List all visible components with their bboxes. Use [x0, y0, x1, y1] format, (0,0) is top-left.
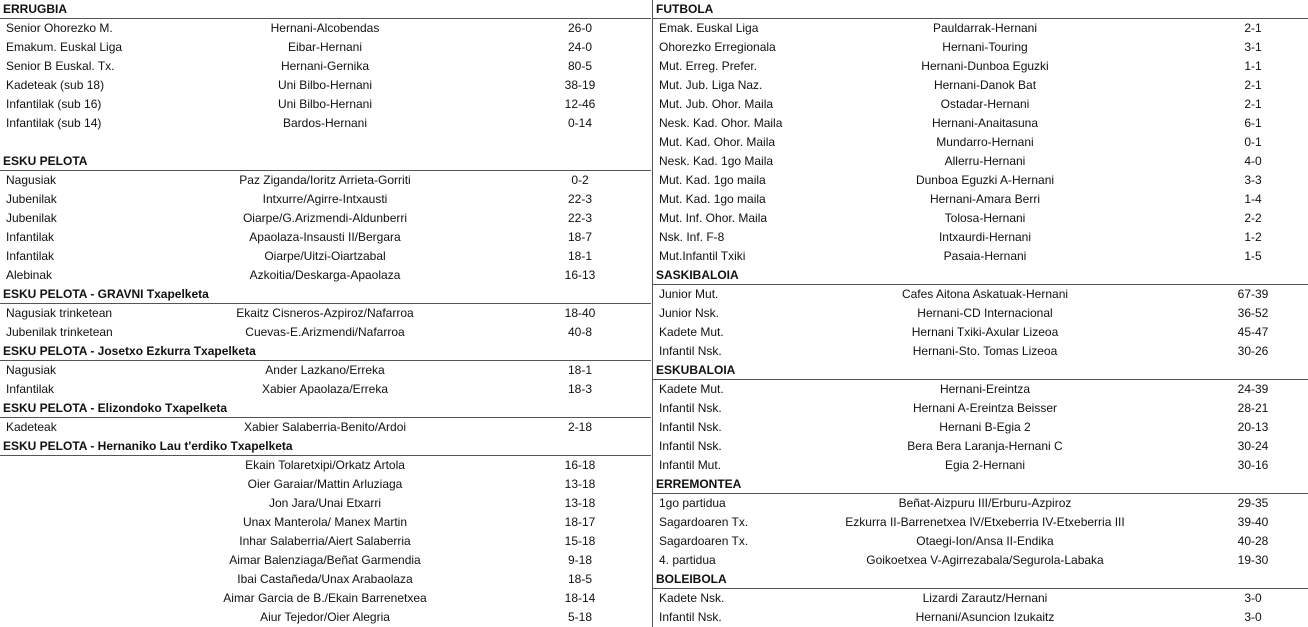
score-label: 18-1: [567, 363, 593, 377]
match-label: Otaegi-Ion/Ansa II-Endika: [916, 534, 1054, 548]
result-row: [653, 228, 1308, 247]
category-label: Infantil Nsk.: [659, 401, 722, 415]
score-label: 39-40: [1237, 515, 1269, 529]
score-label: 22-3: [567, 192, 593, 206]
result-row: [653, 551, 1308, 570]
match-label: Paz Ziganda/Ioritz Arrieta-Gorriti: [239, 173, 411, 187]
match-label: Hernani B-Egia 2: [939, 420, 1031, 434]
match-label: Cuevas-E.Arizmendi/Nafarroa: [245, 325, 405, 339]
score-label: 1-5: [1244, 249, 1262, 263]
score-label: 3-3: [1244, 173, 1262, 187]
category-label: Mut. Kad. 1go maila: [659, 173, 766, 187]
result-row: [0, 57, 651, 76]
category-label: Nesk. Kad. 1go Maila: [659, 154, 774, 168]
match-label: Bera Bera Laranja-Hernani C: [907, 439, 1063, 453]
section-header-esku-pelota-elizondoko-txapelketa: ESKU PELOTA - Elizondoko Txapelketa: [0, 399, 651, 418]
match-label: Eibar-Hernani: [287, 40, 363, 54]
result-row: [653, 418, 1308, 437]
match-label: Bardos-Hernani: [282, 116, 368, 130]
match-label: Jon Jara/Unai Etxarri: [268, 496, 382, 510]
score-label: 3-1: [1244, 40, 1262, 54]
category-label: Nsk. Inf. F-8: [659, 230, 725, 244]
score-label: 15-18: [564, 534, 596, 548]
match-label: Hernani A-Ereintza Beisser: [912, 401, 1058, 415]
category-label: Kadete Nsk.: [659, 591, 725, 605]
score-label: 2-1: [1244, 21, 1262, 35]
category-label: Sagardoaren Tx.: [659, 534, 749, 548]
result-row: [0, 190, 651, 209]
category-label: Infantil Mut.: [659, 458, 722, 472]
category-label: Mut. Kad. Ohor. Maila: [659, 135, 776, 149]
result-row: [653, 95, 1308, 114]
category-label: 4. partidua: [659, 553, 716, 567]
result-row: [653, 19, 1308, 38]
category-label: Junior Mut.: [659, 287, 719, 301]
results-column-left: [0, 0, 651, 627]
category-label: Infantil Nsk.: [659, 610, 722, 624]
section-header-esku-pelota: ESKU PELOTA: [0, 152, 651, 171]
category-label: Sagardoaren Tx.: [659, 515, 749, 529]
match-label: Uni Bilbo-Hernani: [277, 97, 373, 111]
score-label: 13-18: [564, 496, 596, 510]
score-label: 1-1: [1244, 59, 1262, 73]
match-label: Hernani-Ereintza: [939, 382, 1031, 396]
score-label: 0-2: [571, 173, 589, 187]
score-label: 45-47: [1237, 325, 1269, 339]
category-label: Senior B Euskal. Tx.: [6, 59, 115, 73]
result-row: [0, 171, 651, 190]
section-header-erremontea: ERREMONTEA: [653, 475, 1308, 494]
result-row: [653, 152, 1308, 171]
category-label: Mut. Erreg. Prefer.: [659, 59, 758, 73]
score-label: 18-5: [567, 572, 593, 586]
result-row: [653, 38, 1308, 57]
result-row: [0, 589, 651, 608]
category-label: Infantil Nsk.: [659, 439, 722, 453]
result-row: [653, 247, 1308, 266]
category-label: Emak. Euskal Liga: [659, 21, 759, 35]
match-label: Egia 2-Hernani: [944, 458, 1026, 472]
result-row: [0, 532, 651, 551]
match-label: Azkoitia/Deskarga-Apaolaza: [249, 268, 401, 282]
score-label: 4-0: [1244, 154, 1262, 168]
score-label: 29-35: [1237, 496, 1269, 510]
result-row: [0, 133, 651, 152]
result-row: [653, 190, 1308, 209]
category-label: Jubenilak trinketean: [6, 325, 113, 339]
match-label: Intxurre/Agirre-Intxausti: [262, 192, 388, 206]
result-row: [653, 456, 1308, 475]
result-row: [0, 513, 651, 532]
score-label: 0-14: [567, 116, 593, 130]
category-label: Kadete Mut.: [659, 382, 724, 396]
score-label: 19-30: [1237, 553, 1269, 567]
category-label: Nagusiak: [6, 363, 57, 377]
match-label: Hernani-Gernika: [280, 59, 370, 73]
category-label: Nagusiak: [6, 173, 57, 187]
match-label: Hernani-Amara Berri: [929, 192, 1041, 206]
result-row: [0, 551, 651, 570]
score-label: 16-18: [564, 458, 596, 472]
category-label: Mut. Jub. Liga Naz.: [659, 78, 763, 92]
result-row: [0, 380, 651, 399]
match-label: Xabier Salaberria-Benito/Ardoi: [243, 420, 407, 434]
result-row: [0, 19, 651, 38]
score-label: 30-16: [1237, 458, 1269, 472]
category-label: Mut. Jub. Ohor. Maila: [659, 97, 774, 111]
score-label: 2-18: [567, 420, 593, 434]
match-label: Hernani-Touring: [942, 40, 1028, 54]
score-label: 18-3: [567, 382, 593, 396]
result-row: [653, 342, 1308, 361]
score-label: 20-13: [1237, 420, 1269, 434]
score-label: 2-2: [1244, 211, 1262, 225]
match-label: Hernani-Dunboa Eguzki: [921, 59, 1049, 73]
score-label: 40-28: [1237, 534, 1269, 548]
match-label: Pauldarrak-Hernani: [932, 21, 1038, 35]
result-row: [0, 323, 651, 342]
match-label: Ekain Tolaretxipi/Orkatz Artola: [245, 458, 405, 472]
match-label: Goikoetxea V-Agirrezabala/Segurola-Labaka: [866, 553, 1104, 567]
match-label: Aiur Tejedor/Oier Alegria: [260, 610, 390, 624]
category-label: Infantilak: [6, 249, 55, 263]
category-label: Senior Ohorezko M.: [6, 21, 113, 35]
score-label: 2-1: [1244, 97, 1262, 111]
result-row: [0, 247, 651, 266]
match-label: Hernani/Asuncion Izukaitz: [915, 610, 1055, 624]
category-label: Infantilak (sub 16): [6, 97, 102, 111]
results-column-right: [652, 0, 1308, 627]
section-header-saskibaloia: SASKIBALOIA: [653, 266, 1308, 285]
category-label: Mut. Inf. Ohor. Maila: [659, 211, 768, 225]
category-label: Infantil Nsk.: [659, 420, 722, 434]
section-header-esku-pelota-hernaniko-lau-t-erdiko-txapelketa: ESKU PELOTA - Hernaniko Lau t'erdiko Txapelketa: [0, 437, 651, 456]
score-label: 9-18: [567, 553, 593, 567]
category-label: 1go partidua: [659, 496, 726, 510]
category-label: Mut.Infantil Txiki: [659, 249, 746, 263]
match-label: Unax Manterola/ Manex Martin: [242, 515, 408, 529]
score-label: 1-4: [1244, 192, 1262, 206]
match-label: Inhar Salaberria/Aiert Salaberria: [239, 534, 411, 548]
result-row: [0, 608, 651, 627]
match-label: Tolosa-Hernani: [944, 211, 1026, 225]
result-row: [0, 456, 651, 475]
result-row: [0, 266, 651, 285]
category-label: Mut. Kad. 1go maila: [659, 192, 766, 206]
result-row: [0, 304, 651, 323]
result-row: [653, 323, 1308, 342]
result-row: [0, 361, 651, 380]
match-label: Hernani-Alcobendas: [270, 21, 380, 35]
score-label: 26-0: [567, 21, 593, 35]
result-row: [0, 570, 651, 589]
result-row: [0, 114, 651, 133]
category-label: Kadete Mut.: [659, 325, 724, 339]
score-label: 28-21: [1237, 401, 1269, 415]
result-row: [653, 608, 1308, 627]
match-label: Uni Bilbo-Hernani: [277, 78, 373, 92]
match-label: Aimar Garcia de B./Ekain Barrenetxea: [223, 591, 427, 605]
result-row: [0, 38, 651, 57]
match-label: Hernani-Danok Bat: [933, 78, 1037, 92]
score-label: 80-5: [567, 59, 593, 73]
result-row: [653, 437, 1308, 456]
score-label: 3-0: [1244, 591, 1262, 605]
match-label: Pasaia-Hernani: [943, 249, 1027, 263]
result-row: [653, 532, 1308, 551]
category-label: Junior Nsk.: [659, 306, 720, 320]
match-label: Xabier Apaolaza/Erreka: [261, 382, 389, 396]
category-label: Jubenilak: [6, 192, 57, 206]
score-label: 1-2: [1244, 230, 1262, 244]
result-row: [653, 399, 1308, 418]
match-label: Apaolaza-Insausti II/Bergara: [249, 230, 401, 244]
match-label: Oiarpe/Uitzi-Oiartzabal: [264, 249, 386, 263]
score-label: 38-19: [564, 78, 596, 92]
score-label: 18-1: [567, 249, 593, 263]
result-row: [653, 513, 1308, 532]
score-label: 30-26: [1237, 344, 1269, 358]
score-label: 18-40: [564, 306, 596, 320]
match-label: Intxaurdi-Hernani: [938, 230, 1032, 244]
score-label: 36-52: [1237, 306, 1269, 320]
match-label: Hernani-Anaitasuna: [931, 116, 1039, 130]
category-label: Infantilak: [6, 230, 55, 244]
category-label: Infantil Nsk.: [659, 344, 722, 358]
match-label: Allerru-Hernani: [944, 154, 1026, 168]
category-label: Jubenilak: [6, 211, 57, 225]
section-header-esku-pelota-josetxo-ezkurra-txapelketa: ESKU PELOTA - Josetxo Ezkurra Txapelketa: [0, 342, 651, 361]
section-header-esku-pelota-gravni-txapelketa: ESKU PELOTA - GRAVNI Txapelketa: [0, 285, 651, 304]
score-label: 18-14: [564, 591, 596, 605]
category-label: Infantilak: [6, 382, 55, 396]
score-label: 40-8: [567, 325, 593, 339]
result-row: [653, 114, 1308, 133]
section-header-eskubaloia: ESKUBALOIA: [653, 361, 1308, 380]
category-label: Kadeteak (sub 18): [6, 78, 105, 92]
match-label: Ekaitz Cisneros-Azpiroz/Nafarroa: [236, 306, 414, 320]
score-label: 12-46: [564, 97, 596, 111]
match-label: Oier Garaiar/Mattin Arluziaga: [247, 477, 403, 491]
category-label: Kadeteak: [6, 420, 57, 434]
score-label: 6-1: [1244, 116, 1262, 130]
result-row: [653, 76, 1308, 95]
result-row: [653, 285, 1308, 304]
score-label: 13-18: [564, 477, 596, 491]
score-label: 22-3: [567, 211, 593, 225]
score-label: 18-17: [564, 515, 596, 529]
match-label: Ander Lazkano/Erreka: [265, 363, 385, 377]
match-label: Dunboa Eguzki A-Hernani: [915, 173, 1055, 187]
result-row: [653, 133, 1308, 152]
score-label: 24-0: [567, 40, 593, 54]
match-label: Ibai Castañeda/Unax Arabaolaza: [237, 572, 413, 586]
section-header-boleibola: BOLEIBOLA: [653, 570, 1308, 589]
match-label: Ezkurra II-Barrenetxea IV/Etxeberria IV-Etxeberria III: [845, 515, 1125, 529]
result-row: [653, 57, 1308, 76]
score-label: 2-1: [1244, 78, 1262, 92]
result-row: [653, 209, 1308, 228]
score-label: 5-18: [567, 610, 593, 624]
result-row: [0, 95, 651, 114]
score-label: 3-0: [1244, 610, 1262, 624]
match-label: Aimar Balenziaga/Beñat Garmendia: [229, 553, 421, 567]
match-label: Oiarpe/G.Arizmendi-Aldunberri: [242, 211, 408, 225]
score-label: 18-7: [567, 230, 593, 244]
match-label: Cafes Aitona Askatuak-Hernani: [901, 287, 1069, 301]
score-label: 30-24: [1237, 439, 1269, 453]
match-label: Lizardi Zarautz/Hernani: [922, 591, 1048, 605]
result-row: [0, 228, 651, 247]
result-row: [0, 418, 651, 437]
score-label: 0-1: [1244, 135, 1262, 149]
category-label: Emakum. Euskal Liga: [6, 40, 123, 54]
score-label: 67-39: [1237, 287, 1269, 301]
result-row: [653, 304, 1308, 323]
result-row: [653, 589, 1308, 608]
match-label: Mundarro-Hernani: [936, 135, 1034, 149]
section-header-errugbia: ERRUGBIA: [0, 0, 651, 19]
result-row: [0, 76, 651, 95]
match-label: Ostadar-Hernani: [940, 97, 1030, 111]
category-label: Infantilak (sub 14): [6, 116, 102, 130]
match-label: Beñat-Aizpuru III/Erburu-Azpiroz: [898, 496, 1072, 510]
result-row: [653, 494, 1308, 513]
result-row: [653, 380, 1308, 399]
section-header-futbola: FUTBOLA: [653, 0, 1308, 19]
match-label: Hernani-CD Internacional: [917, 306, 1053, 320]
score-label: 16-13: [564, 268, 596, 282]
result-row: [653, 171, 1308, 190]
match-label: Hernani-Sto. Tomas Lizeoa: [912, 344, 1058, 358]
category-label: Nesk. Kad. Ohor. Maila: [659, 116, 783, 130]
result-row: [0, 209, 651, 228]
result-row: [0, 475, 651, 494]
category-label: Alebinak: [6, 268, 53, 282]
score-label: 24-39: [1237, 382, 1269, 396]
category-label: Nagusiak trinketean: [6, 306, 113, 320]
match-label: Hernani Txiki-Axular Lizeoa: [911, 325, 1059, 339]
category-label: Ohorezko Erregionala: [659, 40, 776, 54]
result-row: [0, 494, 651, 513]
